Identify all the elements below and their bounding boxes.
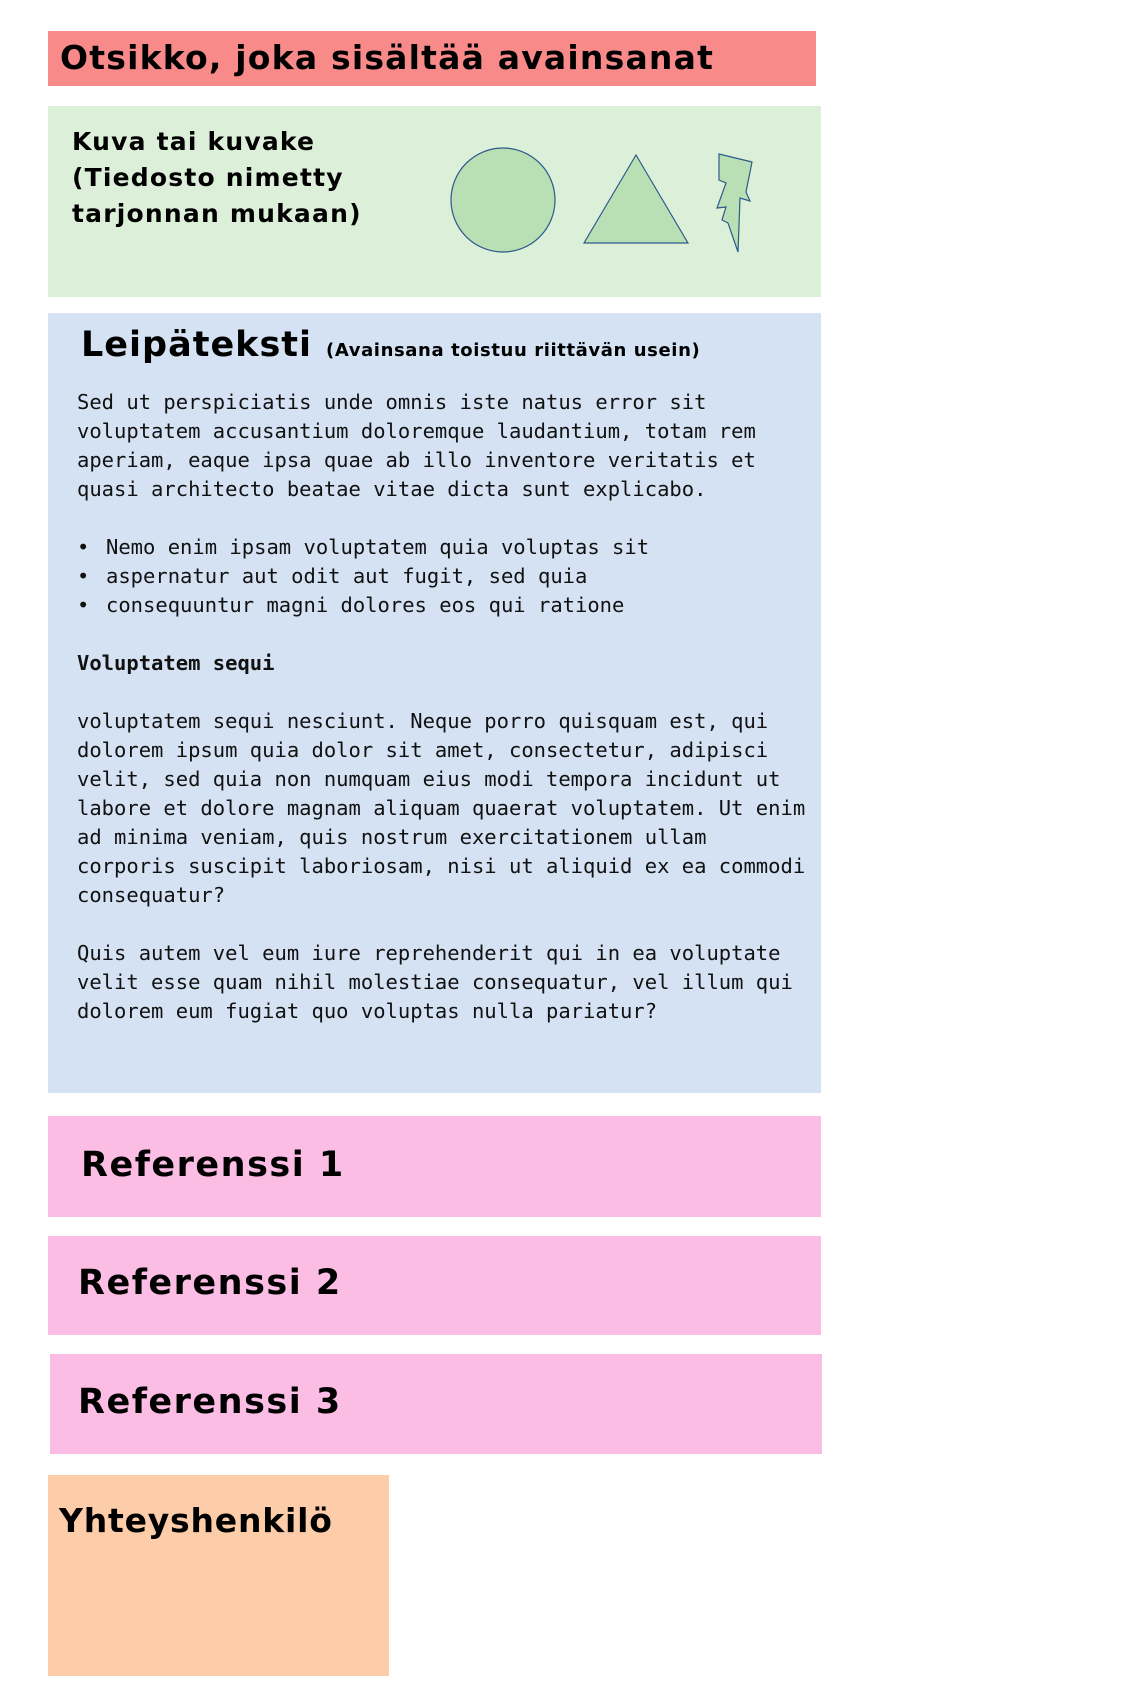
title-box [48, 31, 816, 86]
lightning-bolt-icon [717, 154, 752, 252]
body-heading: Leipäteksti [81, 325, 313, 365]
shapes-group [428, 126, 788, 276]
body-paragraph-2: voluptatem sequi nesciunt. Neque porro quisquam est, qui dolorem ipsum quia dolor sit amet, consectetur, adipisci velit, sed quia non numquam eius modi tempora incidunt ut labore et dolore magnam aliquam quaerat voluptatem. Ut enim ad minima veniam, quis nostrum exercitationem ullam corporis suscipit laboriosam, nisi ut aliquid ex ea commodi consequatur? [77, 709, 806, 907]
reference-box-1 [48, 1116, 821, 1217]
bullet-item: • Nemo enim ipsam voluptatem quia voluptas sit [77, 533, 807, 562]
reference-box-2 [48, 1236, 821, 1335]
reference-heading-3: Referenssi 3 [78, 1382, 342, 1422]
reference-box-3 [50, 1354, 822, 1454]
reference-heading-2: Referenssi 2 [78, 1263, 342, 1303]
bullet-item: • aspernatur aut odit aut fugit, sed quia [77, 562, 807, 591]
body-paragraph-1: Sed ut perspiciatis unde omnis iste natus error sit voluptatem accusantium doloremque laudantium, totam rem aperiam, eaque ipsa quae ab illo inventore veritatis et quasi architecto beatae vitae dicta sunt explicabo. [77, 390, 756, 501]
body-heading-row [81, 325, 700, 365]
reference-heading-1: Referenssi 1 [81, 1145, 345, 1185]
image-box [48, 106, 821, 297]
body-heading-note: (Avainsana toistuu riittävän usein) [326, 340, 701, 361]
contact-heading: Yhteyshenkilö [59, 1501, 333, 1540]
triangle-icon [584, 155, 688, 243]
body-text-box [48, 313, 821, 1093]
body-content [77, 388, 807, 1055]
bullet-list [77, 533, 807, 620]
image-caption: Kuva tai kuvake (Tiedosto nimetty tarjonnan mukaan) [72, 127, 362, 228]
circle-icon [451, 148, 555, 252]
body-paragraph-3: Quis autem vel eum iure reprehenderit qui in ea voluptate velit esse quam nihil molestiae consequatur, vel illum qui dolorem eum fugiat quo voluptas nulla pariatur? [77, 941, 793, 1023]
page-title: Otsikko, joka sisältää avainsanat [60, 38, 715, 77]
bullet-item: • consequuntur magni dolores eos qui ratione [77, 591, 807, 620]
body-subheading: Voluptatem sequi [77, 651, 275, 675]
contact-box [48, 1475, 389, 1676]
